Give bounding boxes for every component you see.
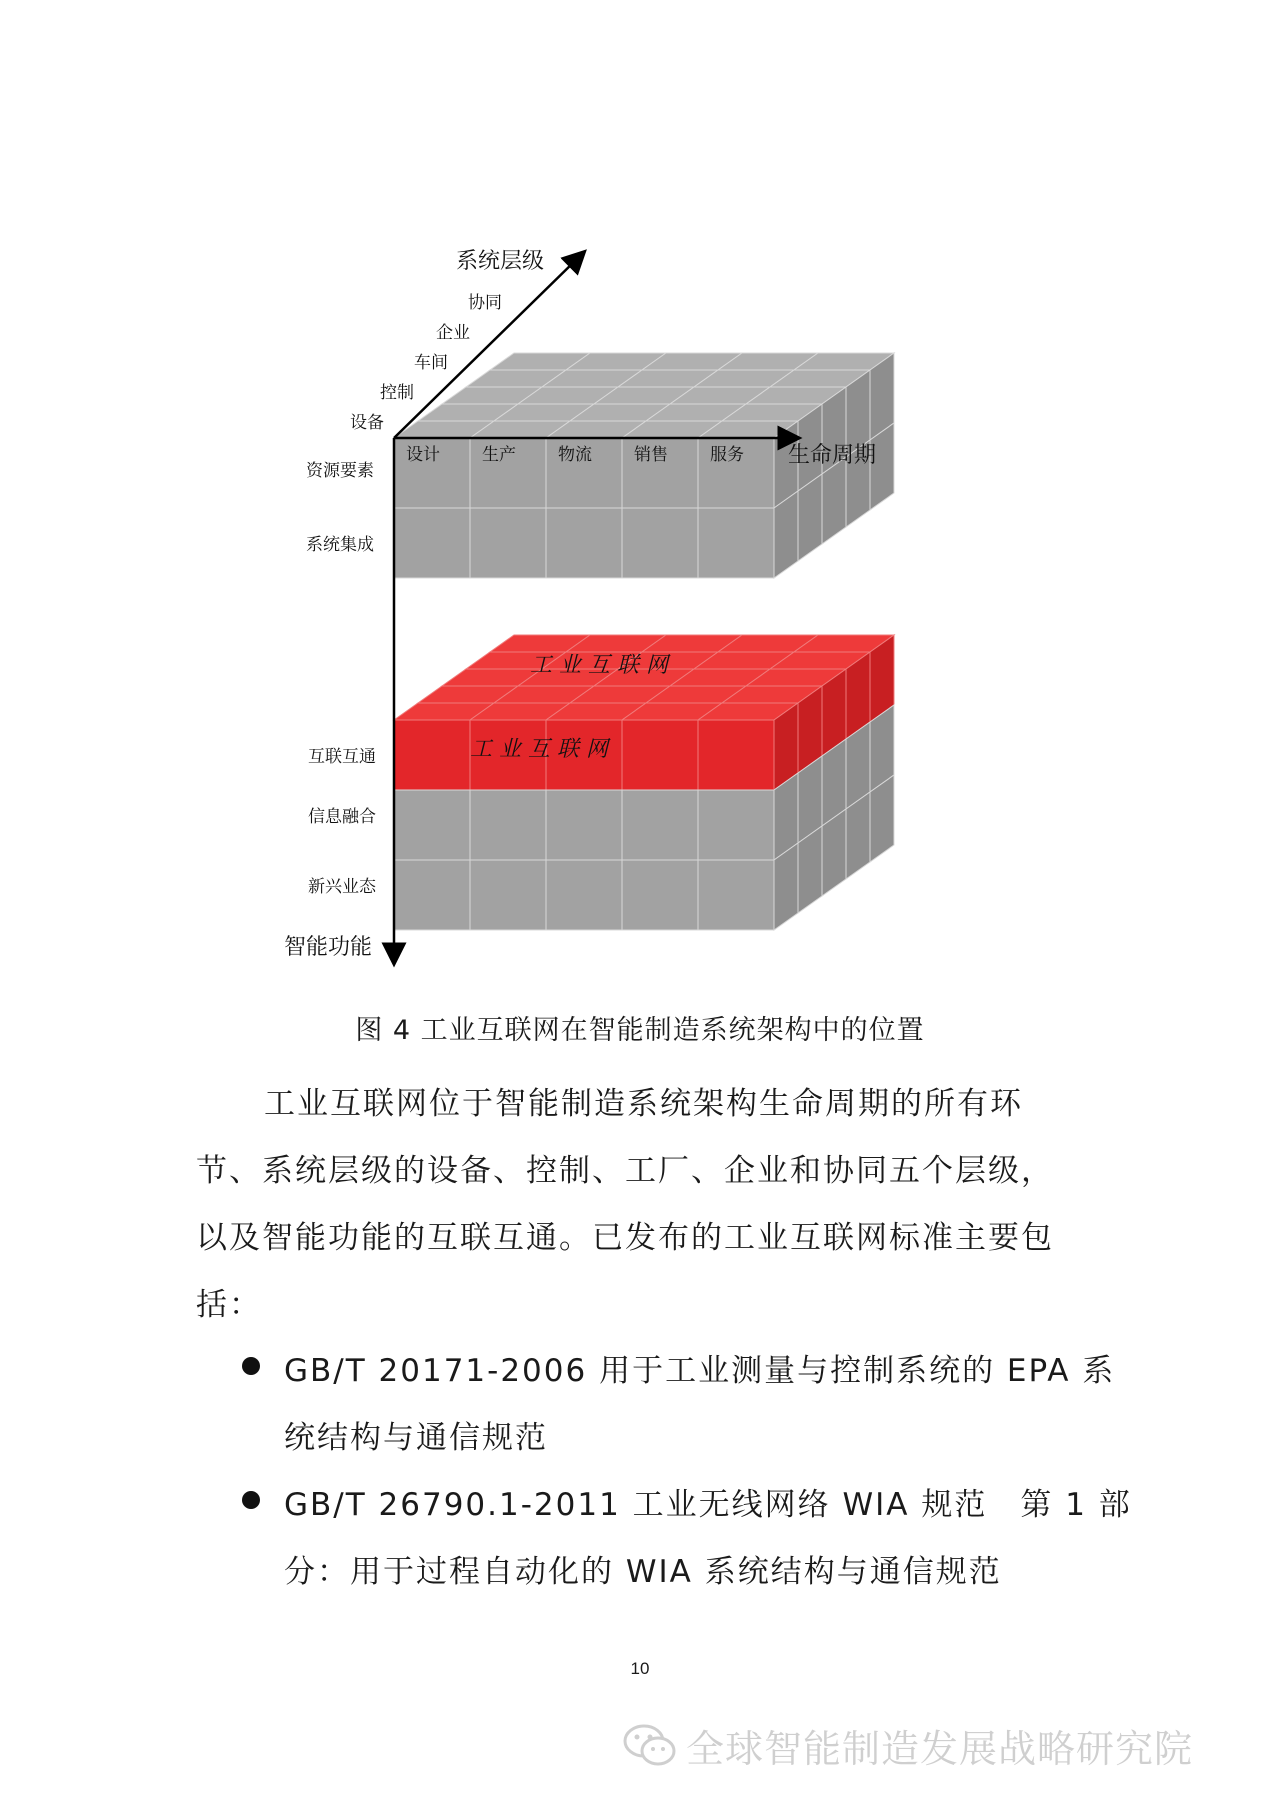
- paragraph-line-2: 节、系统层级的设备、控制、工厂、企业和协同五个层级，: [196, 1153, 1054, 1189]
- lifecycle-label: 物流: [558, 445, 592, 465]
- figure-caption: 图 4 工业互联网在智能制造系统架构中的位置: [355, 1015, 925, 1046]
- function-label: 互联互通: [308, 747, 376, 767]
- block-front-face: [546, 860, 622, 930]
- block-front-face: [394, 720, 470, 790]
- block-front-face: [698, 790, 774, 860]
- paragraph-line-3: 以及智能功能的互联互通。已发布的工业互联网标准主要包: [196, 1220, 1054, 1256]
- level-label: 企业: [436, 323, 470, 343]
- bullet-dot-1: [242, 1357, 260, 1375]
- block-front-face: [470, 790, 546, 860]
- level-label: 车间: [414, 353, 448, 373]
- bullet-1-line-2: 统结构与通信规范: [284, 1420, 548, 1456]
- level-label: 协同: [468, 293, 502, 313]
- axis-title-lifecycle: 生命周期: [788, 443, 877, 468]
- red-layer-label-top: 工 业 互 联 网: [530, 653, 668, 678]
- red-layer-label-front: 工 业 互 联 网: [470, 737, 608, 762]
- page-number: 10: [630, 1659, 650, 1678]
- lifecycle-label: 销售: [634, 445, 668, 465]
- watermark: [622, 1718, 1193, 1773]
- axis-title-smart-functions: 智能功能: [284, 935, 373, 960]
- function-label: 系统集成: [306, 535, 374, 555]
- level-label: 控制: [380, 383, 414, 403]
- block-front-face: [394, 790, 470, 860]
- block-front-face: [546, 790, 622, 860]
- lifecycle-label: 生产: [482, 445, 516, 465]
- block-front-face: [622, 790, 698, 860]
- bullet-2-line-2: 分：用于过程自动化的 WIA 系统结构与通信规范: [284, 1554, 1002, 1590]
- block-front-face: [698, 508, 774, 578]
- axis-title-system-levels: 系统层级: [456, 249, 545, 274]
- block-front-face: [622, 720, 698, 790]
- function-label: 信息融合: [308, 807, 376, 827]
- block-front-face: [698, 860, 774, 930]
- function-label: 资源要素: [306, 461, 374, 481]
- block-front-face: [470, 508, 546, 578]
- lifecycle-label: 服务: [710, 445, 744, 465]
- bullet-2-line-1: GB/T 26790.1-2011 工业无线网络 WIA 规范 第 1 部: [284, 1487, 1132, 1523]
- function-label: 新兴业态: [308, 877, 376, 897]
- watermark-text: 全球智能制造发展战略研究院: [686, 1727, 1194, 1771]
- bullet-dot-2: [242, 1491, 260, 1509]
- lifecycle-label: 设计: [406, 445, 440, 465]
- paragraph-line-4: 括：: [196, 1287, 262, 1323]
- level-label: 设备: [350, 413, 384, 433]
- block-front-face: [546, 508, 622, 578]
- block-front-face: [470, 860, 546, 930]
- block-front-face: [698, 720, 774, 790]
- paragraph-line-1: 工业互联网位于智能制造系统架构生命周期的所有环: [264, 1086, 1023, 1122]
- wechat-icon: [622, 1723, 678, 1769]
- block-front-face: [394, 860, 470, 930]
- block-front-face: [394, 508, 470, 578]
- bullet-1-line-1: GB/T 20171-2006 用于工业测量与控制系统的 EPA 系: [284, 1353, 1116, 1389]
- block-front-face: [622, 508, 698, 578]
- block-front-face: [622, 860, 698, 930]
